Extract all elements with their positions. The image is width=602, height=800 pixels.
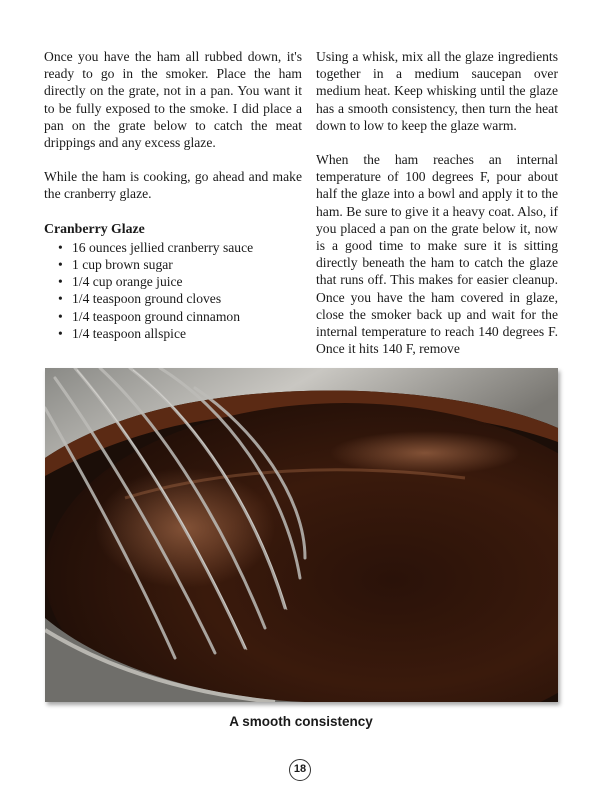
left-paragraph-1: Once you have the ham all rubbed down, it's ready to go in the smoker. Place the ham directly on the grate, not in a pan. You want it to be fully exposed to the smoke. I did place a pan on the grate below to catch the meat drippings and any excess glaze. [44, 49, 302, 151]
left-paragraph-2: While the ham is cooking, go ahead and make the cranberry glaze. [44, 169, 302, 202]
right-paragraph-2: When the ham reaches an internal temperature of 100 degrees F, pour about half the glaze into a bowl and apply it to the ham. Be sure to give it a heavy coat. Also, if you placed a pan on the grate below it, now is a good time to make sure it is sitting directly beneath the ham to catch the glaze that runs off. This makes for easier cleanup. Once you have the ham covered in glaze, close the smoker back up and wait for the internal temperature to reach 140 degrees F. Once it hits 140 F, remove [316, 152, 558, 357]
left-column [44, 48, 302, 342]
list-item: • 16 ounces jellied cranberry sauce [72, 239, 302, 256]
page-number: 18 [289, 759, 311, 781]
list-item: • 1/4 teaspoon ground cinnamon [72, 308, 302, 325]
list-item: • 1/4 teaspoon ground cloves [72, 290, 302, 307]
figure-caption: A smooth consistency [229, 714, 373, 729]
ingredient-list [44, 239, 302, 342]
right-paragraph-1: Using a whisk, mix all the glaze ingredients together in a medium saucepan over medium heat. Keep whisking until the glaze has a smooth consistency, then turn the heat down to low to keep the glaze warm. [316, 49, 558, 133]
list-item: • 1 cup brown sugar [72, 256, 302, 273]
glaze-photo [45, 368, 558, 702]
right-column [316, 48, 558, 374]
list-item: • 1/4 teaspoon allspice [72, 325, 302, 342]
section-heading: Cranberry Glaze [44, 220, 145, 236]
list-item: • 1/4 cup orange juice [72, 273, 302, 290]
